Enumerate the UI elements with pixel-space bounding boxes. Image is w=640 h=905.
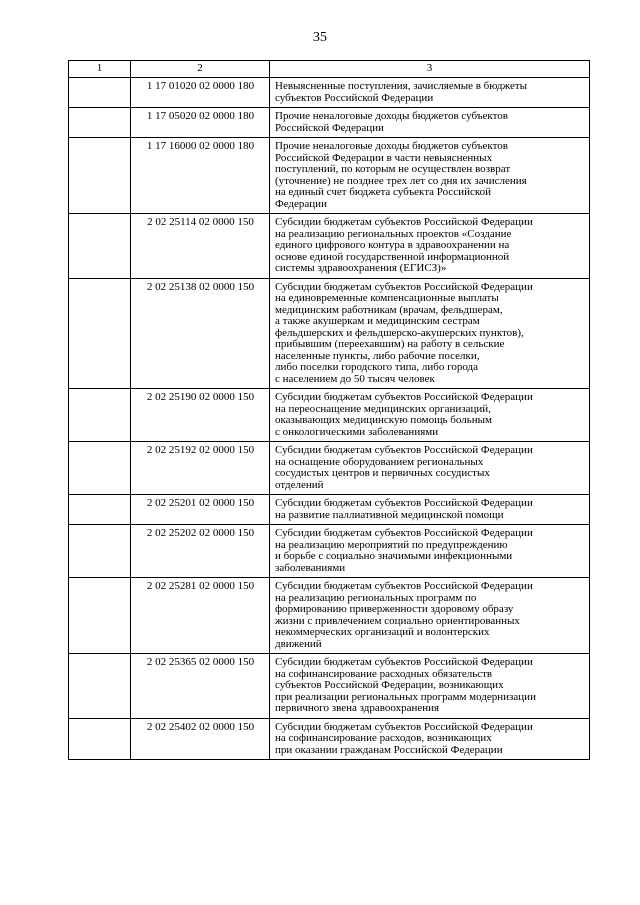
income-code-cell: 2 02 25202 02 0000 150 (131, 525, 270, 578)
table-row (69, 138, 590, 214)
table-row (69, 108, 590, 138)
income-description-cell: Прочие неналоговые доходы бюджетов субъектов Российской Федерации в части невыясненных поступлений, по которым не осуществлен возврат (уточнение) не позднее трех лет со дня их зачисления на единый счет бюджета субъекта Российской Федерации (270, 138, 590, 214)
income-description-cell: Субсидии бюджетам субъектов Российской Федерации на реализацию региональных программ по формированию приверженности здоровому образу жизни с привлечением социально ориентированных некоммерческих организаций и волонтерских движений (270, 578, 590, 654)
row-number-cell (69, 108, 131, 138)
page-number: 35 (313, 30, 327, 45)
table-row (69, 578, 590, 654)
column-header: 2 (131, 61, 270, 78)
income-code-cell: 2 02 25201 02 0000 150 (131, 495, 270, 525)
row-number-cell (69, 442, 131, 495)
table-row (69, 495, 590, 525)
income-code-cell: 2 02 25402 02 0000 150 (131, 718, 270, 760)
income-description-cell: Субсидии бюджетам субъектов Российской Федерации на переоснащение медицинских организаций, оказывающих медицинскую помощь больным с онкологическими заболеваниями (270, 389, 590, 442)
income-code-cell: 1 17 01020 02 0000 180 (131, 78, 270, 108)
table-row (69, 389, 590, 442)
income-code-cell: 2 02 25138 02 0000 150 (131, 278, 270, 389)
income-description-cell: Невыясненные поступления, зачисляемые в бюджеты субъектов Российской Федерации (270, 78, 590, 108)
income-code-cell: 1 17 05020 02 0000 180 (131, 108, 270, 138)
table-row (69, 718, 590, 760)
row-number-cell (69, 214, 131, 279)
row-number-cell (69, 654, 131, 719)
income-code-cell: 2 02 25281 02 0000 150 (131, 578, 270, 654)
income-description-cell: Субсидии бюджетам субъектов Российской Федерации на софинансирование расходных обязательств субъектов Российской Федерации, возникающих при реализации региональных программ модернизации первичного звена здравоохранения (270, 654, 590, 719)
row-number-cell (69, 78, 131, 108)
income-code-cell: 2 02 25114 02 0000 150 (131, 214, 270, 279)
column-header: 1 (69, 61, 131, 78)
income-description-cell: Субсидии бюджетам субъектов Российской Федерации на софинансирование расходов, возникающих при оказании гражданам Российской Федерации (270, 718, 590, 760)
income-code-cell: 2 02 25365 02 0000 150 (131, 654, 270, 719)
income-description-cell: Субсидии бюджетам субъектов Российской Федерации на реализацию мероприятий по предупреждению и борьбе с социально значимыми инфекционными заболеваниями (270, 525, 590, 578)
table-row (69, 442, 590, 495)
row-number-cell (69, 578, 131, 654)
table-row (69, 278, 590, 389)
income-description-cell: Субсидии бюджетам субъектов Российской Федерации на единовременные компенсационные выплаты медицинским работникам (врачам, фельдшерам, а также акушеркам и медицинским сестрам фельдшерских и фельдшерско-акушерских пунктов), прибывшим (переехавшим) на работу в сельские населенные пункты, либо рабочие поселки, либо поселки городского типа, либо города с населением до 50 тысяч человек (270, 278, 590, 389)
row-number-cell (69, 718, 131, 760)
row-number-cell (69, 525, 131, 578)
table-row (69, 525, 590, 578)
income-code-cell: 1 17 16000 02 0000 180 (131, 138, 270, 214)
column-header: 3 (270, 61, 590, 78)
classification-table (68, 60, 590, 760)
income-description-cell: Субсидии бюджетам субъектов Российской Федерации на развитие паллиативной медицинской помощи (270, 495, 590, 525)
row-number-cell (69, 389, 131, 442)
income-code-cell: 2 02 25190 02 0000 150 (131, 389, 270, 442)
table-row (69, 654, 590, 719)
income-code-cell: 2 02 25192 02 0000 150 (131, 442, 270, 495)
income-description-cell: Субсидии бюджетам субъектов Российской Федерации на оснащение оборудованием региональных сосудистых центров и первичных сосудистых отделений (270, 442, 590, 495)
income-description-cell: Субсидии бюджетам субъектов Российской Федерации на реализацию региональных проектов «Создание единого цифрового контура в здравоохранении на основе единой государственной информационной системы здравоохранения (ЕГИСЗ)» (270, 214, 590, 279)
income-description-cell: Прочие неналоговые доходы бюджетов субъектов Российской Федерации (270, 108, 590, 138)
row-number-cell (69, 138, 131, 214)
table-row (69, 214, 590, 279)
table-header-row (69, 61, 590, 78)
row-number-cell (69, 495, 131, 525)
table-row (69, 78, 590, 108)
row-number-cell (69, 278, 131, 389)
